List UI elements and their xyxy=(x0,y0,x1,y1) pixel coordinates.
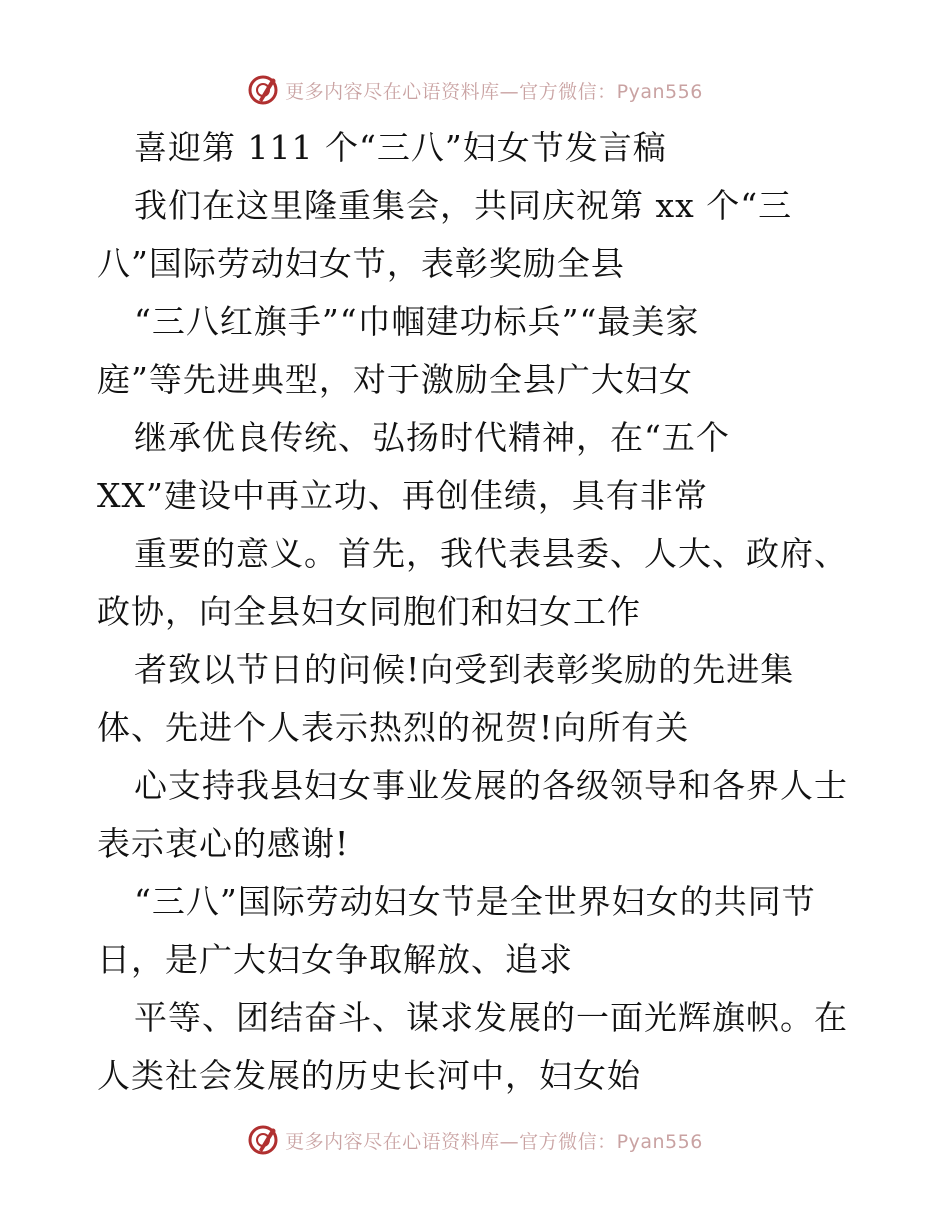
paragraph-line: 八”国际劳动妇女节，表彰奖励全县 xyxy=(97,244,625,283)
paragraph-line: 我们在这里隆重集会，共同庆祝第 xx 个“三 xyxy=(134,186,793,225)
footer-banner xyxy=(0,1118,950,1162)
logo-icon xyxy=(247,74,279,106)
paragraph-line: 表示衷心的感谢! xyxy=(97,824,350,863)
paragraph-line: 继承优良传统、弘扬时代精神，在“五个 xyxy=(134,418,730,457)
document-title: 喜迎第 111 个“三八”妇女节发言稿 xyxy=(134,128,667,167)
paragraph-line: 平等、团结奋斗、谋求发展的一面光辉旗帜。在 xyxy=(134,998,848,1037)
paragraph-line: 心支持我县妇女事业发展的各级领导和各界人士 xyxy=(134,766,848,805)
paragraph-line: 体、先进个人表示热烈的祝贺!向所有关 xyxy=(97,708,690,747)
paragraph-line: 人类社会发展的历史长河中，妇女始 xyxy=(97,1056,641,1095)
paragraph-line: 政协，向全县妇女同胞们和妇女工作 xyxy=(97,592,641,631)
header-banner-text: 更多内容尽在心语资料库—官方微信：Pyan556 xyxy=(285,80,703,103)
paragraph-line: 庭”等先进典型，对于激励全县广大妇女 xyxy=(97,360,693,399)
header-banner xyxy=(0,68,950,112)
paragraph-line: 日，是广大妇女争取解放、追求 xyxy=(97,940,573,979)
paragraph-line: “三八”国际劳动妇女节是全世界妇女的共同节 xyxy=(134,882,816,921)
paragraph-line: 者致以节日的问候!向受到表彰奖励的先进集 xyxy=(134,650,795,689)
paragraph-line: “三八红旗手”“巾帼建功标兵”“最美家 xyxy=(134,302,700,341)
footer-banner-text: 更多内容尽在心语资料库—官方微信：Pyan556 xyxy=(285,1130,703,1153)
paragraph-line: 重要的意义。首先，我代表县委、人大、政府、 xyxy=(134,534,848,573)
logo-icon xyxy=(247,1124,279,1156)
paragraph-line: XX”建设中再立功、再创佳绩，具有非常 xyxy=(97,476,708,515)
